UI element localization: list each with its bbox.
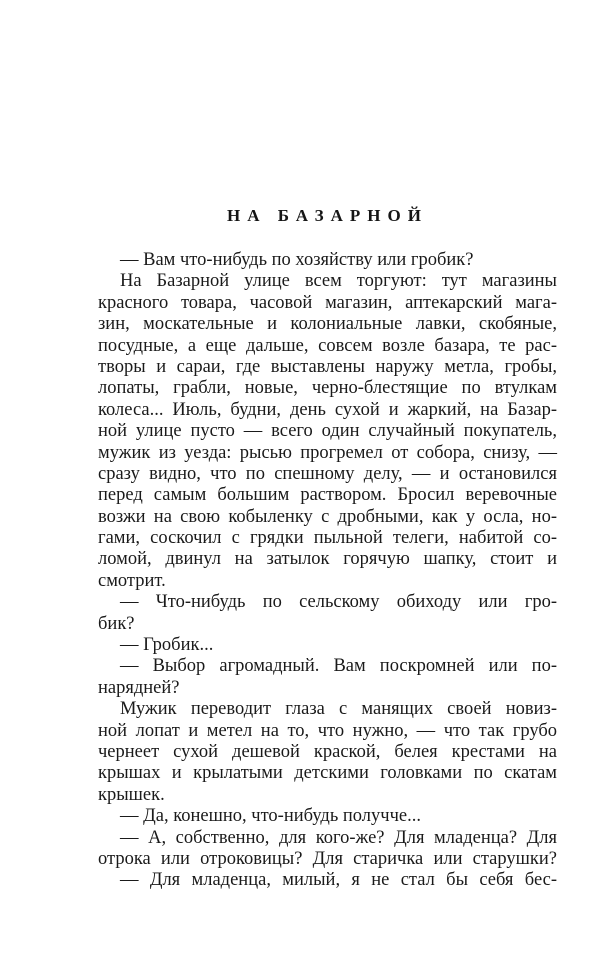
text-line: красного товара, часовой магазин, аптекарский мага- (98, 292, 557, 313)
text-line: колеса... Июль, будни, день сухой и жаркий, на Базар- (98, 399, 557, 420)
text-line: — Да, конешно, что-нибудь получче... (120, 806, 421, 827)
text-line: — Для младенца, милый, я не стал бы себя бес- (120, 870, 557, 891)
text-line: возжи на свою кобыленку с дробными, как у осла, но- (98, 506, 557, 527)
text-line: ной лопат и метел на то, что нужно, — что так грубо (98, 720, 557, 741)
text-line: — Выбор агромадный. Вам поскромней или по- (120, 656, 557, 677)
text-line: творы и сараи, где выставлены наружу метла, гробы, (98, 356, 557, 377)
text-line: крышах и крылатыми детскими головками по скатам (98, 763, 557, 784)
text-line: ломой, двинул на затылок горячую шапку, стоит и (98, 549, 557, 570)
text-line: мужик из уезда: рысью прогремел от собора, снизу, — (98, 442, 557, 463)
text-line: На Базарной улице всем торгуют: тут магазины (120, 271, 557, 292)
chapter-body (98, 250, 557, 892)
text-line: бик? (98, 613, 135, 634)
text-line: Мужик переводит глаза с манящих своей новиз- (120, 699, 557, 720)
text-line: — Что-нибудь по сельскому обиходу или гро- (120, 592, 557, 613)
text-line: нарядней? (98, 677, 180, 698)
text-line: чернеет сухой дешевой краской, белея крестами на (98, 741, 557, 762)
text-line: смотрит. (98, 570, 166, 591)
text-line: лопаты, грабли, новые, черно-блестящие по втулкам (98, 378, 557, 399)
text-line: крышек. (98, 784, 165, 805)
chapter-title: НА БАЗАРНОЙ (227, 206, 428, 225)
text-line: — А, собственно, для кого-же? Для младенца? Для (120, 827, 557, 848)
text-line: сразу видно, что по спешному делу, — и остановился (98, 463, 557, 484)
text-line: зин, москательные и колониальные лавки, скобяные, (98, 314, 557, 335)
text-line: гами, соскочил с грядки пыльной телеги, набитой со- (98, 528, 557, 549)
text-line: — Вам что-нибудь по хозяйству или гробик? (120, 250, 474, 270)
text-line: перед самым большим раствором. Бросил веревочные (98, 485, 557, 506)
text-line: ной улице пусто — всего один случайный покупатель, (98, 421, 557, 442)
text-line: отрока или отроковицы? Для старичка или старушки? (98, 848, 557, 869)
text-line: посудные, а еще дальше, совсем возле базара, те рас- (98, 335, 557, 356)
text-line: — Гробик... (120, 635, 214, 656)
